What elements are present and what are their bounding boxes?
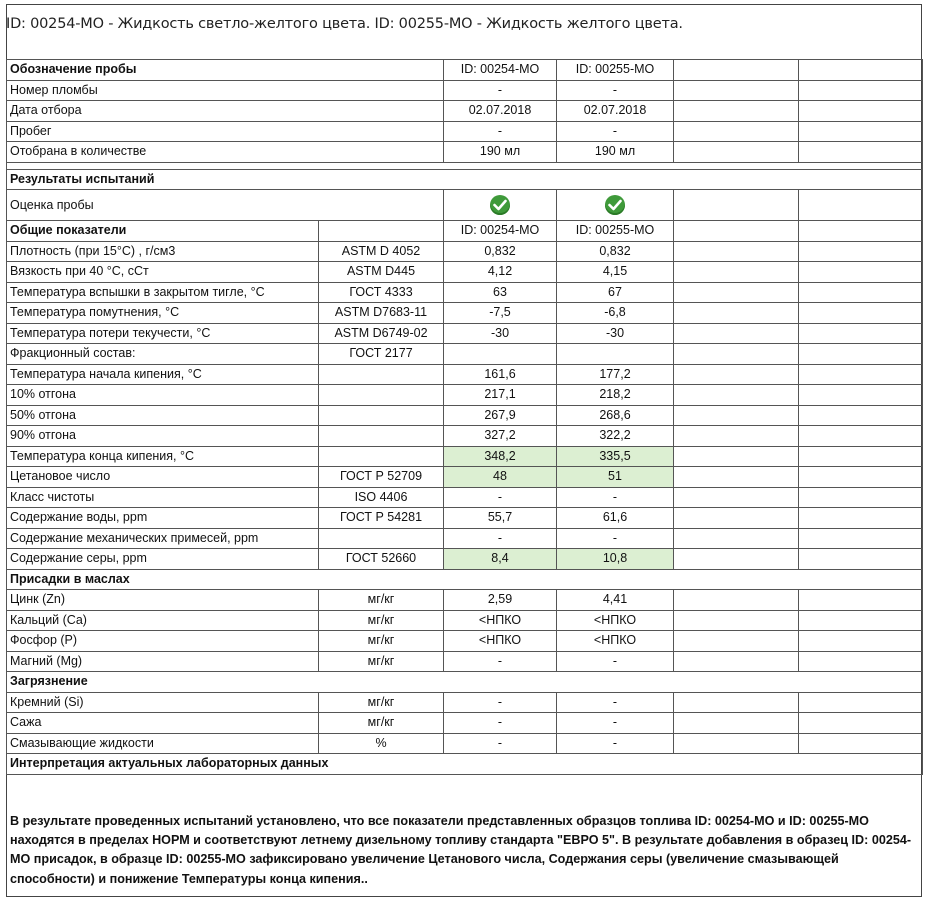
contamination-row	[7, 733, 923, 754]
row-label: Смазывающие жидкости	[7, 733, 319, 754]
table-cell	[674, 733, 799, 754]
additives-row	[7, 610, 923, 631]
table-cell	[799, 467, 923, 488]
table-cell	[674, 121, 799, 142]
row-label: Номер пломбы	[7, 80, 444, 101]
general-row	[7, 528, 923, 549]
sample-row	[7, 101, 923, 122]
value-2: -	[557, 651, 674, 672]
table-cell	[7, 162, 923, 169]
table-cell	[799, 590, 923, 611]
table-cell	[674, 549, 799, 570]
value-1: 161,6	[444, 364, 557, 385]
table-cell	[799, 631, 923, 652]
table-cell	[674, 610, 799, 631]
contamination-title: Загрязнение	[7, 672, 923, 693]
method: ГОСТ 4333	[319, 282, 444, 303]
table-cell	[799, 446, 923, 467]
value-1: <НПКО	[444, 631, 557, 652]
value-2: <НПКО	[557, 610, 674, 631]
value-1: <НПКО	[444, 610, 557, 631]
table-cell	[674, 282, 799, 303]
table-cell	[799, 221, 923, 242]
row-label: 10% отгона	[7, 385, 319, 406]
value-1: -	[444, 121, 557, 142]
table-cell	[674, 405, 799, 426]
value-1: -	[444, 528, 557, 549]
value-1: 02.07.2018	[444, 101, 557, 122]
row-label: Плотность (при 15°С) , г/см3	[7, 241, 319, 262]
row-label: Фракционный состав:	[7, 344, 319, 365]
value-2: -	[557, 121, 674, 142]
interpretation-title-row	[7, 754, 923, 775]
table-cell	[674, 713, 799, 734]
method: ASTM D6749-02	[319, 323, 444, 344]
row-label: Класс чистоты	[7, 487, 319, 508]
value-2: -	[557, 528, 674, 549]
table-cell	[674, 101, 799, 122]
row-label: Кальций (Ca)	[7, 610, 319, 631]
value-2: 0,832	[557, 241, 674, 262]
value-2: 10,8	[557, 549, 674, 570]
table-cell	[799, 385, 923, 406]
additives-title: Присадки в маслах	[7, 569, 923, 590]
general-title: Общие показатели	[7, 221, 319, 242]
checkmark-icon	[605, 195, 625, 215]
report-header: ID: 00254-MO - Жидкость светло-желтого цвета. ID: 00255-MO - Жидкость желтого цвета.	[6, 16, 683, 32]
additives-header-row	[7, 569, 923, 590]
additives-row	[7, 651, 923, 672]
row-label: Содержание механических примесей, ppm	[7, 528, 319, 549]
general-row	[7, 364, 923, 385]
value-2: 268,6	[557, 405, 674, 426]
value-2: 4,41	[557, 590, 674, 611]
table-cell	[799, 101, 923, 122]
row-label: Цетановое число	[7, 467, 319, 488]
general-row	[7, 303, 923, 324]
sample-id-2: ID: 00255-MO	[557, 60, 674, 81]
general-row	[7, 262, 923, 283]
general-row	[7, 323, 923, 344]
value-2: -	[557, 713, 674, 734]
value-2: 61,6	[557, 508, 674, 529]
sample-row	[7, 80, 923, 101]
additives-row	[7, 590, 923, 611]
checkmark-icon	[490, 195, 510, 215]
row-label: Температура потери текучести, °С	[7, 323, 319, 344]
interpretation-text: В результате проведенных испытаний установлено, что все показатели представленных образцов топлива ID: 00254-MO и ID: 00255-MO находятся в пределах НОРМ и соответствуют летнему дизельному топливу стандарта "ЕВРО 5". В результате добавления в образец ID: 00254-MO присадок, в образце ID: 00255-MO зафиксировано увеличение Цетанового числа, Содержания серы (увеличение смазывающей способности) и понижение Температуры конца кипения..	[10, 814, 912, 886]
table-cell	[799, 344, 923, 365]
spacer-row	[7, 162, 923, 169]
assessment-check-2	[557, 190, 674, 221]
row-label: 90% отгона	[7, 426, 319, 447]
method: ГОСТ Р 54281	[319, 508, 444, 529]
unit: мг/кг	[319, 692, 444, 713]
value-1: -	[444, 651, 557, 672]
value-1: -	[444, 713, 557, 734]
unit: мг/кг	[319, 590, 444, 611]
table-cell	[799, 121, 923, 142]
table-cell	[674, 60, 799, 81]
row-label: Температура помутнения, °С	[7, 303, 319, 324]
value-1: -	[444, 733, 557, 754]
row-label: Цинк (Zn)	[7, 590, 319, 611]
table-cell	[674, 344, 799, 365]
row-label: Температура конца кипения, °С	[7, 446, 319, 467]
row-label: Фосфор (P)	[7, 631, 319, 652]
general-row	[7, 549, 923, 570]
method	[319, 364, 444, 385]
value-1: 4,12	[444, 262, 557, 283]
general-id-2: ID: 00255-MO	[557, 221, 674, 242]
sample-header-row	[7, 60, 923, 81]
unit: мг/кг	[319, 610, 444, 631]
table-cell	[799, 80, 923, 101]
sample-row	[7, 142, 923, 163]
value-1: 217,1	[444, 385, 557, 406]
value-1: -7,5	[444, 303, 557, 324]
table-cell	[799, 190, 923, 221]
value-2: <НПКО	[557, 631, 674, 652]
sample-id-1: ID: 00254-MO	[444, 60, 557, 81]
table-cell	[674, 364, 799, 385]
general-row	[7, 487, 923, 508]
table-cell	[674, 426, 799, 447]
value-2: 322,2	[557, 426, 674, 447]
method	[319, 385, 444, 406]
table-cell	[674, 80, 799, 101]
row-label: Содержание воды, ppm	[7, 508, 319, 529]
table-cell	[674, 692, 799, 713]
table-cell	[799, 713, 923, 734]
table-cell	[799, 282, 923, 303]
general-row	[7, 446, 923, 467]
table-cell	[799, 323, 923, 344]
general-row	[7, 508, 923, 529]
table-cell	[799, 528, 923, 549]
assessment-check-1	[444, 190, 557, 221]
value-2: -6,8	[557, 303, 674, 324]
value-1: -	[444, 80, 557, 101]
table-cell	[674, 528, 799, 549]
table-cell	[799, 610, 923, 631]
value-1: 55,7	[444, 508, 557, 529]
table-cell	[674, 467, 799, 488]
table-cell	[674, 262, 799, 283]
method	[319, 528, 444, 549]
general-row	[7, 344, 923, 365]
general-row	[7, 405, 923, 426]
assessment-row	[7, 190, 923, 221]
row-label: Содержание серы, ppm	[7, 549, 319, 570]
table-cell	[799, 651, 923, 672]
value-2: 177,2	[557, 364, 674, 385]
unit: %	[319, 733, 444, 754]
value-2: 335,5	[557, 446, 674, 467]
value-2: -	[557, 692, 674, 713]
table-cell	[799, 508, 923, 529]
assessment-label: Оценка пробы	[7, 190, 444, 221]
value-2: -	[557, 487, 674, 508]
table-cell	[674, 323, 799, 344]
table-cell	[799, 405, 923, 426]
table-cell	[799, 733, 923, 754]
value-1	[444, 344, 557, 365]
value-2: 4,15	[557, 262, 674, 283]
value-1: -	[444, 487, 557, 508]
general-row	[7, 282, 923, 303]
row-label: Кремний (Si)	[7, 692, 319, 713]
value-2: -	[557, 80, 674, 101]
general-header-row	[7, 221, 923, 242]
results-title-row	[7, 169, 923, 190]
table-cell	[674, 385, 799, 406]
row-label: Температура вспышки в закрытом тигле, °С	[7, 282, 319, 303]
contamination-row	[7, 713, 923, 734]
general-id-1: ID: 00254-MO	[444, 221, 557, 242]
table-cell	[799, 487, 923, 508]
contamination-header-row	[7, 672, 923, 693]
value-1: 63	[444, 282, 557, 303]
value-1: 267,9	[444, 405, 557, 426]
method: ASTM D7683-11	[319, 303, 444, 324]
sample-row	[7, 121, 923, 142]
method: ASTM D 4052	[319, 241, 444, 262]
method: ISO 4406	[319, 487, 444, 508]
general-row	[7, 467, 923, 488]
table-cell	[674, 651, 799, 672]
interpretation-title: Интерпретация актуальных лабораторных данных	[7, 754, 923, 775]
method: ГОСТ 52660	[319, 549, 444, 570]
general-row	[7, 385, 923, 406]
method	[319, 426, 444, 447]
table-cell	[799, 241, 923, 262]
table-cell	[674, 631, 799, 652]
general-row	[7, 426, 923, 447]
row-label: Вязкость при 40 °С, сСт	[7, 262, 319, 283]
value-1: 0,832	[444, 241, 557, 262]
value-1: -30	[444, 323, 557, 344]
contamination-row	[7, 692, 923, 713]
table-cell	[799, 549, 923, 570]
row-label: Магний (Mg)	[7, 651, 319, 672]
value-2: -	[557, 733, 674, 754]
table-cell	[799, 262, 923, 283]
row-label: Дата отбора	[7, 101, 444, 122]
value-2: 02.07.2018	[557, 101, 674, 122]
value-1: -	[444, 692, 557, 713]
row-label: Сажа	[7, 713, 319, 734]
value-1: 8,4	[444, 549, 557, 570]
value-1: 327,2	[444, 426, 557, 447]
row-label: Пробег	[7, 121, 444, 142]
results-title: Результаты испытаний	[7, 169, 923, 190]
additives-row	[7, 631, 923, 652]
value-1: 48	[444, 467, 557, 488]
table-cell	[674, 487, 799, 508]
value-2: 51	[557, 467, 674, 488]
unit: мг/кг	[319, 713, 444, 734]
table-cell	[799, 303, 923, 324]
method: ГОСТ 2177	[319, 344, 444, 365]
row-label: Отобрана в количестве	[7, 142, 444, 163]
value-2: -30	[557, 323, 674, 344]
table-cell	[674, 508, 799, 529]
table-cell	[799, 692, 923, 713]
general-row	[7, 241, 923, 262]
sample-title: Обозначение пробы	[7, 60, 444, 81]
table-cell	[799, 142, 923, 163]
method	[319, 405, 444, 426]
method: ГОСТ Р 52709	[319, 467, 444, 488]
method	[319, 446, 444, 467]
row-label: Температура начала кипения, °С	[7, 364, 319, 385]
table-cell	[799, 426, 923, 447]
table-cell	[674, 241, 799, 262]
value-2: 218,2	[557, 385, 674, 406]
table-cell	[799, 364, 923, 385]
method: ASTM D445	[319, 262, 444, 283]
value-1: 348,2	[444, 446, 557, 467]
value-1: 190 мл	[444, 142, 557, 163]
table-cell	[674, 590, 799, 611]
table-cell	[674, 303, 799, 324]
table-cell	[674, 446, 799, 467]
row-label: 50% отгона	[7, 405, 319, 426]
table-cell	[674, 221, 799, 242]
unit: мг/кг	[319, 651, 444, 672]
results-table	[6, 59, 923, 775]
unit: мг/кг	[319, 631, 444, 652]
table-cell	[799, 60, 923, 81]
value-1: 2,59	[444, 590, 557, 611]
table-cell	[674, 142, 799, 163]
table-cell	[674, 190, 799, 221]
table-cell	[319, 221, 444, 242]
value-2: 67	[557, 282, 674, 303]
value-2: 190 мл	[557, 142, 674, 163]
value-2	[557, 344, 674, 365]
